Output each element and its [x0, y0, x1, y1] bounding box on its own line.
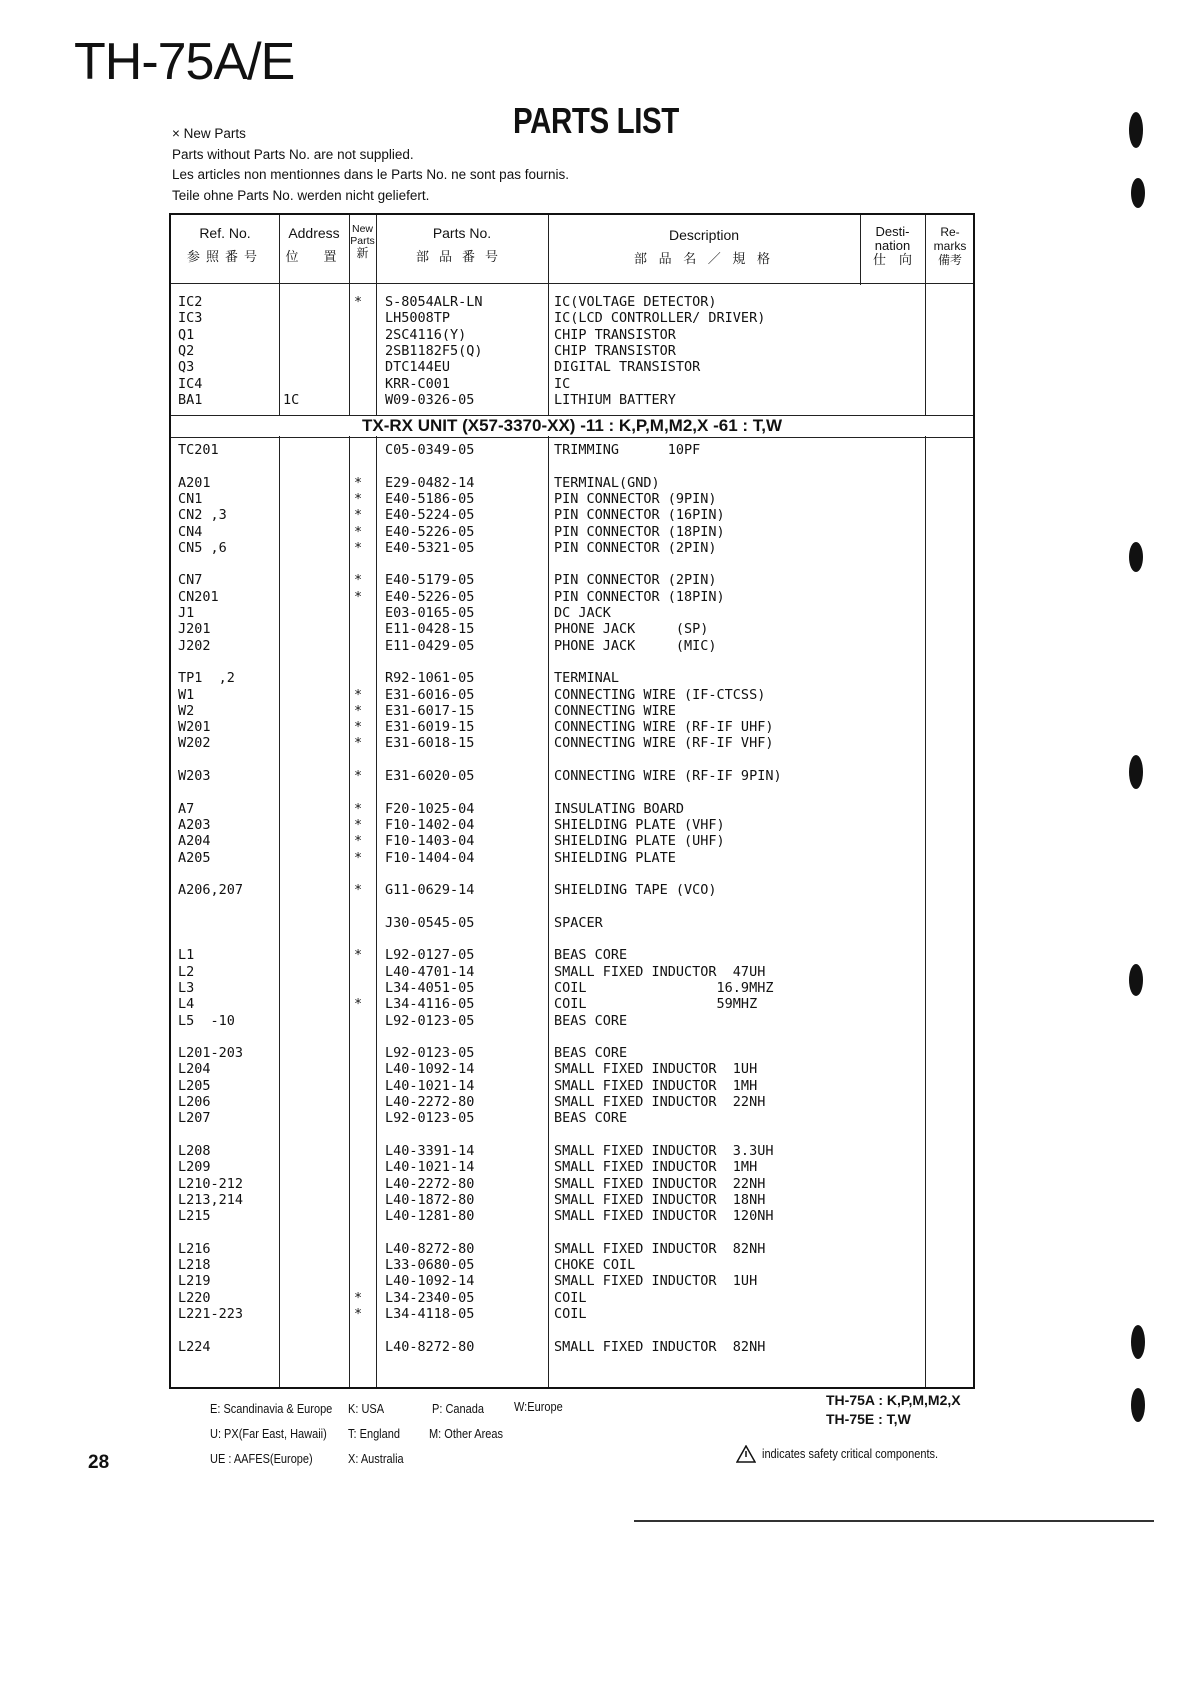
cell-ref: W2 [178, 702, 195, 719]
cell-part: E31-6016-05 [385, 686, 475, 703]
table-row [171, 572, 973, 588]
legend-w: W:Europe [514, 1400, 563, 1414]
cell-part: 2SB1182F5(Q) [385, 342, 483, 359]
cell-desc: TERMINAL(GND) [554, 474, 660, 491]
cell-part: F10-1403-04 [385, 833, 475, 850]
cell-part: 2SC4116(Y) [385, 326, 467, 343]
table-row [171, 1078, 973, 1094]
cell-desc: SMALL FIXED INDUCTOR 22NH [554, 1175, 766, 1192]
cell-new: * [354, 996, 363, 1013]
table-row [171, 294, 973, 310]
cell-part: E40-5226-05 [385, 588, 475, 605]
table-row [171, 915, 973, 931]
cell-ref: L210-212 [178, 1175, 244, 1192]
cell-new: * [354, 816, 363, 833]
table-row [171, 1224, 973, 1240]
cell-part: L92-0123-05 [385, 1012, 475, 1029]
cell-ref: A206,207 [178, 882, 244, 899]
cell-ref: Q2 [178, 342, 195, 359]
cell-ref: W1 [178, 686, 195, 703]
note-fr: Les articles non mentionnes dans le Parts No. ne sont pas fournis. [172, 167, 569, 182]
table-row [171, 670, 973, 686]
cell-part: E40-5226-05 [385, 523, 475, 540]
cell-part: W09-0326-05 [385, 391, 475, 408]
cell-ref: L4 [178, 996, 195, 1013]
table-row [171, 866, 973, 882]
cell-desc: SMALL FIXED INDUCTOR 22NH [554, 1094, 766, 1110]
cell-desc: CONNECTING WIRE (IF-CTCSS) [554, 686, 766, 703]
cell-desc: COIL [554, 1289, 587, 1306]
table-row [171, 980, 973, 996]
table-row [171, 1192, 973, 1208]
cell-part: L40-1281-80 [385, 1208, 475, 1225]
cell-ref: A7 [178, 800, 195, 817]
cell-desc: CHIP TRANSISTOR [554, 342, 676, 359]
cell-ref: Q3 [178, 359, 195, 376]
cell-desc: PHONE JACK (MIC) [554, 637, 717, 654]
cell-part: L92-0127-05 [385, 947, 475, 964]
cell-desc: CHIP TRANSISTOR [554, 326, 676, 343]
table-row [171, 1094, 973, 1110]
cell-desc: SMALL FIXED INDUCTOR 1UH [554, 1273, 758, 1290]
cell-ref: L206 [178, 1094, 211, 1110]
cell-ref: L3 [178, 979, 195, 996]
table-row [171, 1257, 973, 1273]
cell-part: LH5008TP [385, 310, 451, 327]
table-row [171, 1208, 973, 1224]
cell-desc: COIL 59MHZ [554, 996, 758, 1013]
table-row [171, 327, 973, 343]
scan-line [634, 1520, 1154, 1522]
cell-desc: TERMINAL [554, 670, 620, 687]
cell-part: L34-4116-05 [385, 996, 475, 1013]
cell-new: * [354, 702, 363, 719]
cell-ref: L219 [178, 1273, 211, 1290]
cell-desc: PIN CONNECTOR (18PIN) [554, 523, 725, 540]
table-row [171, 801, 973, 817]
cell-part: L92-0123-05 [385, 1110, 475, 1127]
cell-desc: PIN CONNECTOR (2PIN) [554, 539, 717, 556]
cell-ref: Q1 [178, 326, 195, 343]
table-row [171, 703, 973, 719]
cell-part: L40-8272-80 [385, 1240, 475, 1257]
table-row [171, 507, 973, 523]
cell-desc: SMALL FIXED INDUCTOR 1MH [554, 1077, 758, 1094]
header-parts-no: Parts No. 部品番号 [415, 225, 508, 264]
table-row [171, 931, 973, 947]
header-address: Address 位 置 [285, 225, 343, 264]
cell-part: L34-4118-05 [385, 1305, 475, 1322]
cell-desc: BEAS CORE [554, 947, 628, 964]
legend-k: K: USA [348, 1402, 385, 1416]
cell-part: DTC144EU [385, 359, 451, 376]
safety-note: indicates safety critical components. [762, 1447, 939, 1461]
table-row [171, 898, 973, 914]
cell-desc: IC(LCD CONTROLLER/ DRIVER) [554, 310, 766, 327]
cell-new: * [354, 572, 363, 589]
cell-desc: DC JACK [554, 605, 611, 621]
cell-desc: BEAS CORE [554, 1045, 628, 1062]
cell-part: C05-0349-05 [385, 442, 475, 458]
cell-ref: A203 [178, 816, 211, 833]
header-description: Description 部 品 名 ／ 規 格 [633, 227, 775, 266]
table-row [171, 687, 973, 703]
cell-ref: IC2 [178, 294, 203, 310]
cell-part: F10-1402-04 [385, 816, 475, 833]
cell-ref: L216 [178, 1240, 211, 1257]
cell-part: L33-0680-05 [385, 1257, 475, 1273]
table-row [171, 996, 973, 1012]
punch-hole-mark [1129, 964, 1143, 996]
cell-ref: CN5 ,6 [178, 539, 227, 556]
table-row [171, 1061, 973, 1077]
cell-new: * [354, 947, 363, 964]
cell-ref: W203 [178, 768, 211, 784]
punch-hole-mark [1129, 755, 1143, 789]
cell-part: L40-1092-14 [385, 1273, 475, 1290]
cell-part: E31-6019-15 [385, 719, 475, 736]
table-row [171, 1143, 973, 1159]
cell-new: * [354, 474, 363, 491]
table-row [171, 540, 973, 556]
table-row [171, 556, 973, 572]
table-row [171, 1029, 973, 1045]
legend-m: M: Other Areas [429, 1427, 503, 1441]
table-row [171, 1159, 973, 1175]
cell-new: * [354, 768, 363, 784]
legend-ue: UE : AAFES(Europe) [210, 1452, 313, 1466]
cell-desc: COIL [554, 1305, 587, 1322]
header-new-parts: New Parts 新 [350, 223, 375, 260]
cell-part: E31-6020-05 [385, 768, 475, 784]
table-row [171, 817, 973, 833]
cell-part: L40-1021-14 [385, 1159, 475, 1176]
cell-ref: L201-203 [178, 1045, 244, 1062]
cell-part: E31-6018-15 [385, 735, 475, 752]
cell-desc: SMALL FIXED INDUCTOR 47UH [554, 963, 766, 980]
cell-part: L40-4701-14 [385, 963, 475, 980]
cell-part: L40-1092-14 [385, 1061, 475, 1078]
table-row [171, 621, 973, 637]
cell-ref: L218 [178, 1257, 211, 1273]
cell-part: L40-1021-14 [385, 1077, 475, 1094]
table-row [171, 1045, 973, 1061]
table-row [171, 947, 973, 963]
cell-new: * [354, 294, 363, 310]
cell-desc: DIGITAL TRANSISTOR [554, 359, 701, 376]
cell-part: F10-1404-04 [385, 849, 475, 866]
cell-desc: BEAS CORE [554, 1012, 628, 1029]
cell-desc: PHONE JACK (SP) [554, 621, 709, 638]
cell-desc: PIN CONNECTOR (16PIN) [554, 507, 725, 524]
cell-ref: L209 [178, 1159, 211, 1176]
table-row [171, 638, 973, 654]
notes [172, 124, 569, 206]
cell-ref: L215 [178, 1208, 211, 1225]
cell-part: E11-0429-05 [385, 637, 475, 654]
page-number: 28 [88, 1452, 110, 1473]
cell-desc: PIN CONNECTOR (2PIN) [554, 572, 717, 589]
punch-hole-mark [1131, 1388, 1145, 1422]
cell-ref: A201 [178, 474, 211, 491]
legend-p: P: Canada [432, 1402, 484, 1416]
table-row [171, 964, 973, 980]
cell-part: E40-5179-05 [385, 572, 475, 589]
cell-new: * [354, 1305, 363, 1322]
legend-t: T: England [348, 1427, 400, 1441]
cell-part: L34-2340-05 [385, 1289, 475, 1306]
header-destination: Desti- nation 仕 向 [872, 224, 912, 267]
cell-desc: CONNECTING WIRE (RF-IF VHF) [554, 735, 774, 752]
cell-part: L92-0123-05 [385, 1045, 475, 1062]
table-row [171, 735, 973, 751]
cell-part: L40-3391-14 [385, 1142, 475, 1159]
cell-desc: SHIELDING PLATE (VHF) [554, 816, 725, 833]
cell-part: R92-1061-05 [385, 670, 475, 687]
cell-new: * [354, 490, 363, 507]
cell-ref: L5 -10 [178, 1012, 235, 1029]
cell-ref: W201 [178, 719, 211, 736]
parts-table [169, 213, 975, 1389]
cell-desc: CHOKE COIL [554, 1257, 636, 1273]
table-row [171, 1127, 973, 1143]
cell-part: E31-6017-15 [385, 702, 475, 719]
cell-ref: IC4 [178, 375, 203, 392]
note-de: Teile ohne Parts No. werden nicht geliefert. [172, 187, 430, 203]
cell-ref: W202 [178, 735, 211, 752]
cell-new: * [354, 1289, 363, 1306]
table-row [171, 1339, 973, 1355]
cell-desc: IC(VOLTAGE DETECTOR) [554, 294, 717, 310]
cell-new: * [354, 735, 363, 752]
cell-desc: PIN CONNECTOR (18PIN) [554, 588, 725, 605]
cell-part: S-8054ALR-LN [385, 294, 483, 310]
legend-x: X: Australia [348, 1452, 404, 1466]
cell-ref: L221-223 [178, 1305, 244, 1322]
punch-hole-mark [1129, 112, 1143, 148]
header-ref: Ref. No. 参照番号 [186, 225, 263, 264]
cell-desc: SMALL FIXED INDUCTOR 120NH [554, 1208, 774, 1225]
cell-ref: CN1 [178, 490, 203, 507]
cell-desc: COIL 16.9MHZ [554, 979, 774, 996]
table-row [171, 768, 973, 784]
model-title: TH-75A/E [74, 33, 295, 91]
model-destinations-a: TH-75A : K,P,M,M2,X [826, 1392, 961, 1408]
table-row [171, 1241, 973, 1257]
model-destinations-e: TH-75E : T,W [826, 1411, 911, 1427]
cell-desc: SMALL FIXED INDUCTOR 82NH [554, 1240, 766, 1257]
table-row [171, 589, 973, 605]
cell-ref: L213,214 [178, 1191, 244, 1208]
legend-u: U: PX(Far East, Hawaii) [210, 1427, 327, 1441]
cell-ref: L224 [178, 1338, 211, 1355]
section-title: TX-RX UNIT (X57-3370-XX) -11 : K,P,M,M2,X -61 : T,W [171, 416, 973, 436]
cell-new: * [354, 523, 363, 540]
table-row [171, 376, 973, 392]
cell-desc: IC [554, 375, 571, 392]
table-row [171, 719, 973, 735]
cell-ref: J1 [178, 605, 195, 621]
punch-hole-mark [1131, 178, 1145, 208]
cell-desc: SHIELDING PLATE [554, 849, 676, 866]
table-row [171, 1176, 973, 1192]
cell-new: * [354, 800, 363, 817]
table-row [171, 524, 973, 540]
cell-ref: J202 [178, 637, 211, 654]
header-remarks: Re- marks 備考 [933, 225, 967, 267]
cell-desc: INSULATING BOARD [554, 800, 685, 817]
cell-ref: L1 [178, 947, 195, 964]
note-en: Parts without Parts No. are not supplied. [172, 146, 414, 162]
cell-desc: SHIELDING PLATE (UHF) [554, 833, 725, 850]
cell-ref: CN201 [178, 588, 219, 605]
table-row [171, 392, 973, 408]
cell-part: G11-0629-14 [385, 882, 475, 899]
punch-hole-mark [1129, 542, 1143, 572]
table-row [171, 475, 973, 491]
table-row [171, 784, 973, 800]
table-row [171, 1290, 973, 1306]
cell-new: * [354, 719, 363, 736]
table-row [171, 1322, 973, 1338]
cell-part: E11-0428-15 [385, 621, 475, 638]
table-row [171, 654, 973, 670]
cell-part: L40-8272-80 [385, 1338, 475, 1355]
cell-ref: IC3 [178, 310, 203, 327]
cell-ref: TP1 ,2 [178, 670, 235, 687]
cell-ref: L204 [178, 1061, 211, 1078]
table-row [171, 833, 973, 849]
cell-desc: TRIMMING 10PF [554, 442, 701, 458]
note-new-parts: × New Parts [172, 126, 246, 141]
cell-ref: J201 [178, 621, 211, 638]
cell-desc: PIN CONNECTOR (9PIN) [554, 490, 717, 507]
punch-hole-mark [1131, 1325, 1145, 1359]
table-row [171, 491, 973, 507]
table-row [171, 1110, 973, 1126]
cell-ref: CN7 [178, 572, 203, 589]
cell-part: E40-5321-05 [385, 539, 475, 556]
table-row [171, 850, 973, 866]
table-row [171, 442, 973, 458]
legend-e: E: Scandinavia & Europe [210, 1402, 333, 1416]
table-row [171, 752, 973, 768]
table-row [171, 1013, 973, 1029]
cell-new: * [354, 849, 363, 866]
cell-desc: SPACER [554, 914, 603, 931]
cell-part: L40-1872-80 [385, 1191, 475, 1208]
cell-ref: BA1 [178, 391, 203, 408]
warning-triangle-icon [736, 1445, 756, 1463]
header-divider [171, 283, 973, 284]
cell-ref: L205 [178, 1077, 211, 1094]
table-row [171, 343, 973, 359]
cell-desc: SMALL FIXED INDUCTOR 82NH [554, 1338, 766, 1355]
cell-ref: A204 [178, 833, 211, 850]
cell-desc: CONNECTING WIRE [554, 702, 676, 719]
cell-ref: TC201 [178, 442, 219, 458]
cell-part: F20-1025-04 [385, 800, 475, 817]
cell-new: * [354, 882, 363, 899]
cell-ref: L220 [178, 1289, 211, 1306]
cell-part: L40-2272-80 [385, 1175, 475, 1192]
cell-desc: LITHIUM BATTERY [554, 391, 676, 408]
cell-new: * [354, 539, 363, 556]
cell-desc: SMALL FIXED INDUCTOR 1MH [554, 1159, 758, 1176]
cell-addr: 1C [283, 391, 300, 408]
cell-part: KRR-C001 [385, 375, 451, 392]
table-row [171, 882, 973, 898]
cell-new: * [354, 686, 363, 703]
cell-desc: SMALL FIXED INDUCTOR 18NH [554, 1191, 766, 1208]
cell-desc: CONNECTING WIRE (RF-IF UHF) [554, 719, 774, 736]
table-row [171, 1306, 973, 1322]
cell-part: E03-0165-05 [385, 605, 475, 621]
section-divider-bottom [171, 437, 973, 438]
cell-desc: SMALL FIXED INDUCTOR 3.3UH [554, 1142, 774, 1159]
cell-part: J30-0545-05 [385, 914, 475, 931]
cell-ref: L207 [178, 1110, 211, 1127]
cell-desc: SMALL FIXED INDUCTOR 1UH [554, 1061, 758, 1078]
cell-ref: L2 [178, 963, 195, 980]
cell-new: * [354, 833, 363, 850]
cell-part: E40-5224-05 [385, 507, 475, 524]
cell-part: E40-5186-05 [385, 490, 475, 507]
cell-desc: CONNECTING WIRE (RF-IF 9PIN) [554, 768, 782, 784]
cell-new: * [354, 588, 363, 605]
table-row [171, 359, 973, 375]
cell-ref: CN2 ,3 [178, 507, 227, 524]
table-row [171, 458, 973, 474]
cell-part: E29-0482-14 [385, 474, 475, 491]
cell-ref: CN4 [178, 523, 203, 540]
cell-desc: SHIELDING TAPE (VCO) [554, 882, 717, 899]
page-title: PARTS LIST [513, 100, 679, 141]
cell-new: * [354, 507, 363, 524]
cell-desc: BEAS CORE [554, 1110, 628, 1127]
table-row [171, 310, 973, 326]
cell-part: L34-4051-05 [385, 979, 475, 996]
cell-ref: L208 [178, 1142, 211, 1159]
cell-ref: A205 [178, 849, 211, 866]
cell-part: L40-2272-80 [385, 1094, 475, 1110]
table-row [171, 605, 973, 621]
table-row [171, 1273, 973, 1289]
